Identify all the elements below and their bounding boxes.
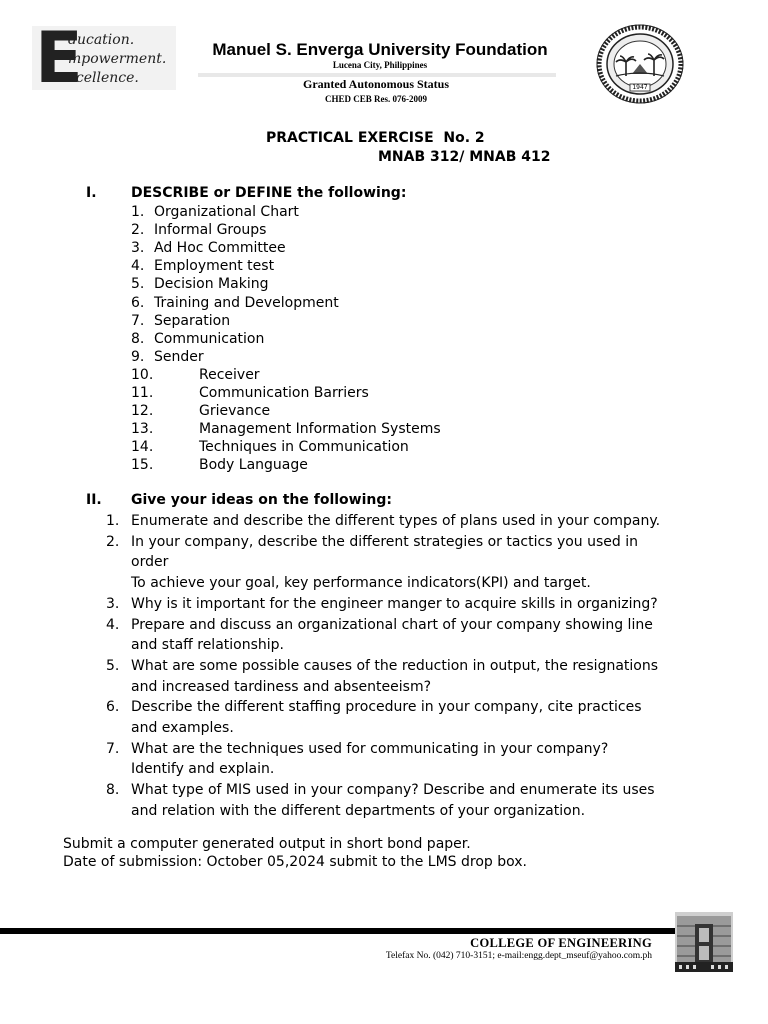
course-code: MNAB 312/ MNAB 412 [378,149,551,165]
list-item-number: 9. [131,348,145,365]
question-text: Describe the different staffing procedure in your company, cite practices [131,699,642,716]
footer-rule [0,928,676,934]
list-item: Techniques in Communication [199,439,409,456]
question-text: Enumerate and describe the different types of plans used in your company. [131,513,661,529]
list-item-number: 2. [131,222,145,239]
list-item-number: 12. [131,403,154,420]
question-text: and examples. [131,720,234,736]
list-item-number: 14. [131,439,154,456]
list-item: Training and Development [154,294,339,311]
list-item-number: 3. [131,240,145,257]
list-item-number: 7. [131,312,145,329]
list-item-number: 8. [131,330,145,347]
question-text: In your company, describe the different strategies or tactics you used in [131,533,638,550]
university-name: Manuel S. Enverga University Foundation [212,40,548,59]
logo-letter: E [35,17,83,99]
question-number: 2. [106,533,120,550]
logo-line-3: xcellence. [68,70,139,86]
seal-year: 1947 [632,84,648,91]
section-2-heading: Give your ideas on the following: [131,492,392,508]
list-item-number: 4. [131,258,145,275]
question-number: 7. [106,740,120,757]
question-text: and increased tardiness and absenteeism? [131,678,432,695]
list-item: Separation [154,312,231,329]
section-2-number: II. [86,492,102,508]
list-item-number: 6. [131,294,145,311]
question-text: What type of MIS used in your company? Describe and enumerate its uses [131,782,655,799]
list-item-number: 13. [131,421,154,438]
list-item: Communication [154,330,265,347]
engineering-building-icon [675,912,733,972]
logo-line-1: ducation. [68,32,135,48]
university-seal-icon [596,24,684,104]
exercise-title: PRACTICAL EXERCISE No. 2 [266,130,485,146]
section-1-number: I. [86,185,97,201]
section-1-heading: DESCRIBE or DEFINE the following: [131,185,407,201]
question-text: Why is it important for the engineer manger to acquire skills in organizing? [131,595,658,612]
question-text: What are the techniques used for communicating in your company? [131,740,609,757]
list-item: Communication Barriers [199,385,369,401]
question-number: 3. [106,595,120,612]
list-item: Grievance [199,403,271,420]
submission-date: Date of submission: October 05,2024 submit to the LMS drop box. [63,854,528,870]
list-item: Organizational Chart [154,204,299,220]
question-text: Prepare and discuss an organizational chart of your company showing line [131,616,653,633]
submission-instruction: Submit a computer generated output in short bond paper. [63,836,471,852]
question-text: Identify and explain. [131,761,275,778]
list-item: Decision Making [154,276,269,293]
list-item: Sender [154,348,204,365]
ched-resolution: CHED CEB Res. 076-2009 [324,94,427,104]
list-item-number: 1. [131,204,145,220]
list-item: Ad Hoc Committee [154,240,286,257]
question-text: To achieve your goal, key performance indicators(KPI) and target. [131,575,591,592]
list-item: Body Language [199,457,308,474]
list-item-number: 10. [131,366,154,383]
list-item: Informal Groups [154,222,267,239]
logo-line-2: mpowerment. [68,51,167,67]
list-item: Receiver [199,366,260,383]
list-item-number: 15. [131,457,154,474]
list-item-number: 11. [131,385,154,401]
list-item-number: 5. [131,276,145,293]
question-number: 1. [106,513,120,529]
question-text: and relation with the different departments of your organization. [131,802,586,819]
university-location: Lucena City, Philippines [332,60,428,70]
question-number: 4. [106,616,120,633]
question-text: order [131,554,169,571]
question-text: and staff relationship. [131,637,284,654]
college-contact: Telefax No. (042) 710-3151; e-mail:engg.dept_mseuf@yahoo.com.ph [385,951,652,961]
list-item: Employment test [154,258,275,275]
question-number: 6. [106,699,120,716]
list-item: Management Information Systems [199,421,441,438]
autonomous-status: Granted Autonomous Status [302,77,450,91]
education-logo [32,17,176,99]
college-name: COLLEGE OF ENGINEERING [470,936,652,950]
question-text: What are some possible causes of the reduction in output, the resignations [131,657,659,674]
question-number: 5. [106,657,120,674]
question-number: 8. [106,782,120,799]
